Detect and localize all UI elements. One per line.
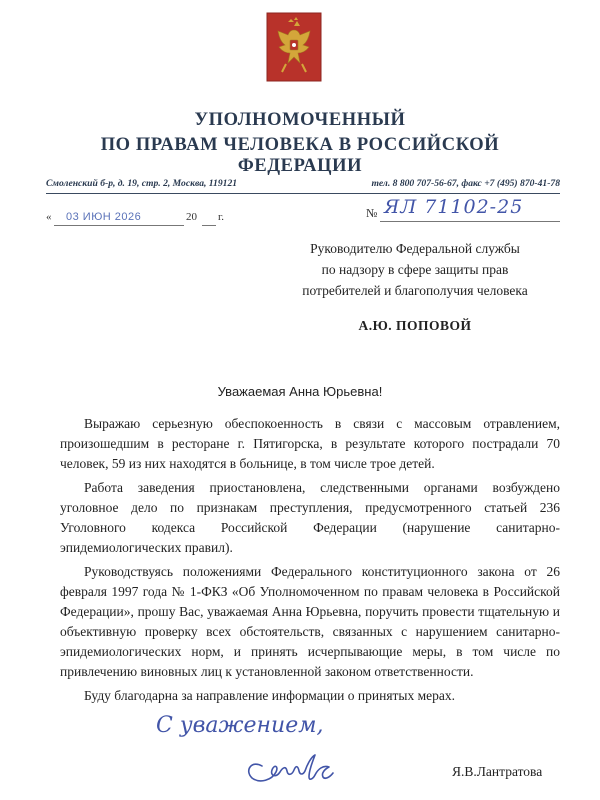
addressee-position-line3: потребителей и благополучия человека: [302, 283, 528, 298]
letterhead-divider: [46, 193, 560, 194]
addressee-block: [270, 238, 560, 301]
addressee-position-line2: по надзору в сфере защиты прав: [321, 262, 509, 277]
letter-body: [60, 414, 560, 710]
number-sign: №: [366, 206, 378, 220]
addressee-position-line1: Руководителю Федеральной службы: [310, 241, 520, 256]
body-paragraph-3: Руководствуясь положениями Федерального конституционного закона от 26 февраля 1997 года № 1-ФКЗ «Об Уполномоченном по правам человека в Российской Федерации», прошу Вас, уважаемая Анна Юрьевна, поручить провести тщательную и объективную проверку всех обстоятельств, связанных с нарушением санитарно-эпидемиологических норм, и принять исчерпывающие меры, в том числе по привлечению виновных лиц к установленной законом ответственности.: [60, 564, 560, 679]
addressee-name: А.Ю. ПОПОВОЙ: [358, 318, 472, 333]
year-underline: [202, 225, 216, 226]
outgoing-number: ЯЛ 71102-25: [384, 196, 524, 218]
registration-number: [366, 196, 556, 224]
handwritten-greeting: С уважением,: [156, 713, 324, 738]
office-title-line2: ПО ПРАВАМ ЧЕЛОВЕКА В РОССИЙСКОЙ ФЕДЕРАЦИИ: [100, 135, 500, 176]
body-paragraph-1: Выражаю серьезную обеспокоенность в связи с массовым отравлением, произошедшим в ресторане г. Пятигорска, в результате которого пострадали 70 человек, 59 из них находятся в больнице, в том числе трое детей.: [60, 416, 560, 471]
office-title-line1: УПОЛНОМОЧЕННЫЙ: [194, 110, 406, 130]
date-stamp: 03 ИЮН 2026: [66, 211, 142, 223]
date-year-prefix: 20: [186, 211, 197, 223]
date-quote-mark: «: [46, 211, 52, 223]
body-paragraph-4: Буду благодарна за направление информации о принятых мерах.: [84, 688, 456, 703]
date-year-suffix: г.: [218, 211, 225, 223]
office-address: Смоленский б-р, д. 19, стр. 2, Москва, 119121: [46, 178, 238, 189]
office-phone-fax: тел. 8 800 707-56-67, факс +7 (495) 870-41-78: [371, 178, 560, 189]
date-underline: [54, 225, 184, 226]
number-underline: [380, 221, 560, 222]
coat-of-arms-icon: [266, 12, 322, 82]
body-paragraph-2: Работа заведения приостановлена, следственными органами возбуждено уголовное дело по признакам преступления, предусмотренного статьей 236 Уголовного кодекса Российской Федерации (нарушение санитарно-эпидемиологических правил).: [60, 480, 560, 555]
handwritten-signature: [150, 700, 380, 795]
signer-name: Я.В.Лантратова: [452, 764, 543, 779]
salutation: Уважаемая Анна Юрьевна!: [217, 384, 383, 399]
